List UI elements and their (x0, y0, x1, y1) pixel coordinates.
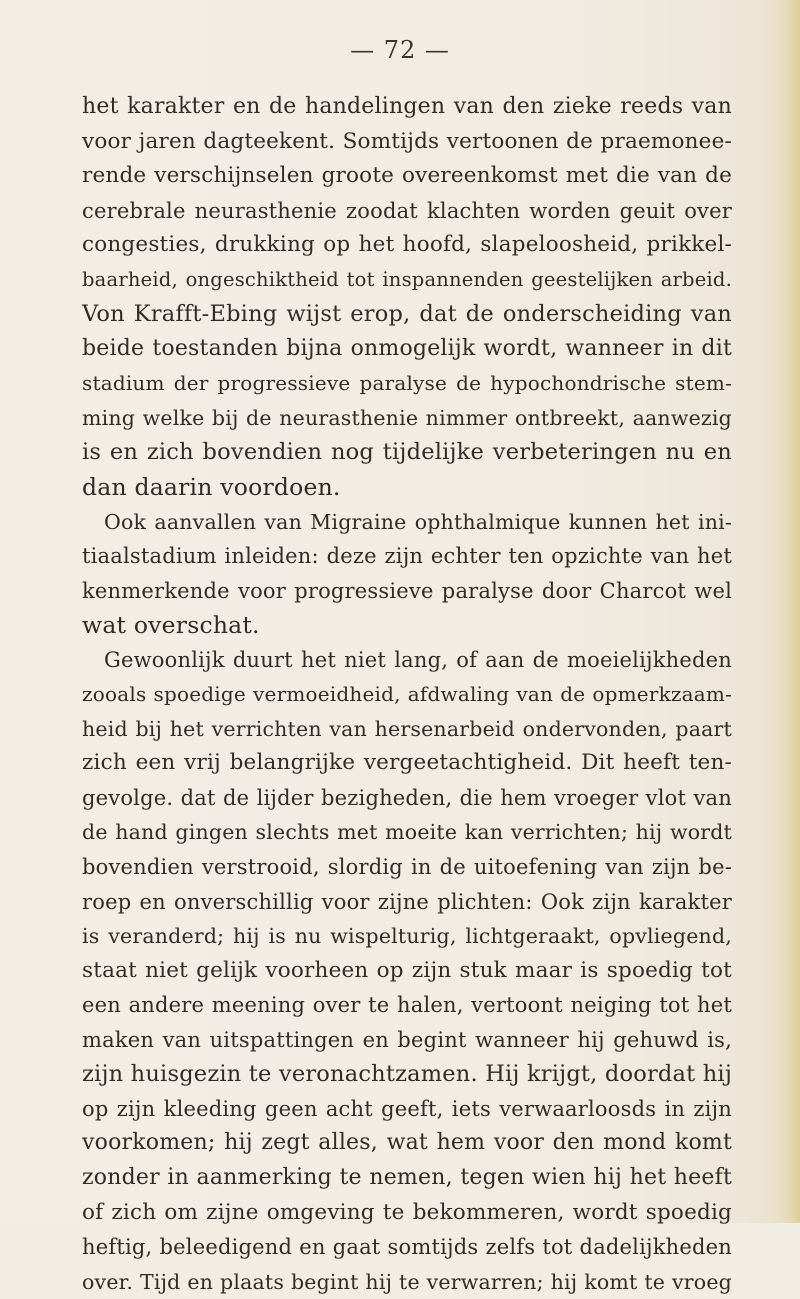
text-line: het karakter en de handelingen van den zieke reeds van (82, 94, 732, 119)
text-line: stadium der progressieve paralyse de hypochondrische stem- (82, 371, 732, 396)
page-edge-shading (778, 0, 800, 1223)
text-line: op zijn kleeding geen acht geeft, iets verwaarloosds in zijn (82, 1096, 732, 1121)
text-line: een andere meening over te halen, vertoont neiging tot het (82, 993, 732, 1018)
text-line: of zich om zijne omgeving te bekommeren, wordt spoedig (82, 1199, 732, 1225)
text-line: rende verschijnselen groote overeenkomst met die van de (82, 163, 732, 189)
text-line: beide toestanden bijna onmogelijk wordt, wanneer in dit (82, 335, 732, 361)
text-line: kenmerkende voor progressieve paralyse door Charcot wel (82, 578, 732, 603)
page-number: — 72 — (350, 36, 450, 64)
text-line: roep en onverschillig voor zijne plichten: Ook zijn karakter (82, 889, 732, 914)
text-line: heftig, beleedigend en gaat somtijds zelfs tot dadelijkheden (82, 1235, 732, 1260)
text-line: is en zich bovendien nog tijdelijke verbeteringen nu en (82, 439, 732, 466)
text-line: gevolge. dat de lijder bezigheden, die hem vroeger vlot van (82, 785, 732, 810)
text-line: is veranderd; hij is nu wispelturig, lichtgeraakt, opvliegend, (82, 924, 732, 949)
text-line: baarheid, ongeschiktheid tot inspannenden geestelijken arbeid. (82, 267, 732, 291)
text-line: Ook aanvallen van Migraine ophthalmique kunnen het ini- (104, 509, 732, 534)
text-line: bovendien verstrooid, slordig in de uitoefening van zijn be- (82, 855, 732, 880)
body-text (82, 90, 732, 1299)
text-line: zooals spoedige vermoeidheid, afdwaling van de opmerkzaam- (82, 682, 732, 707)
text-line: de hand gingen slechts met moeite kan verrichten; hij wordt (82, 820, 732, 845)
text-line: ming welke bij de neurasthenie nimmer ontbreekt, aanwezig (82, 405, 732, 430)
text-line: dan daarin voordoen. (82, 473, 341, 502)
text-line: Gewoonlijk duurt het niet lang, of aan de moeielijkheden (104, 647, 732, 672)
text-line: staat niet gelijk voorheen op zijn stuk maar is spoedig tot (82, 957, 732, 983)
text-line: voorkomen; hij zegt alles, wat hem voor den mond komt (82, 1130, 732, 1156)
text-line: heid bij het verrichten van hersenarbeid ondervonden, paart (82, 716, 732, 741)
text-line: over. Tijd en plaats begint hij te verwarren; hij komt te vroeg (82, 1269, 732, 1294)
text-line: zijn huisgezin te veronachtzamen. Hij krijgt, doordat hij (82, 1061, 732, 1088)
text-line: maken van uitspattingen en begint wanneer hij gehuwd is, (82, 1027, 732, 1052)
text-line: voor jaren dagteekent. Somtijds vertoonen de praemonee- (82, 128, 732, 154)
text-line: zich een vrij belangrijke vergeetachtigheid. Dit heeft ten- (82, 750, 732, 776)
text-line: congesties, drukking op het hoofd, slapeloosheid, prikkel- (82, 232, 732, 258)
text-line: tiaalstadium inleiden: deze zijn echter ten opzichte van het (82, 544, 732, 569)
text-line: Von Krafft-Ebing wijst erop, dat de onderscheiding van (82, 301, 732, 328)
text-line: wat overschat. (82, 611, 260, 640)
text-line: cerebrale neurasthenie zoodat klachten worden geuit over (82, 198, 732, 223)
text-line: zonder in aanmerking te nemen, tegen wien hij het heeft (82, 1164, 732, 1190)
